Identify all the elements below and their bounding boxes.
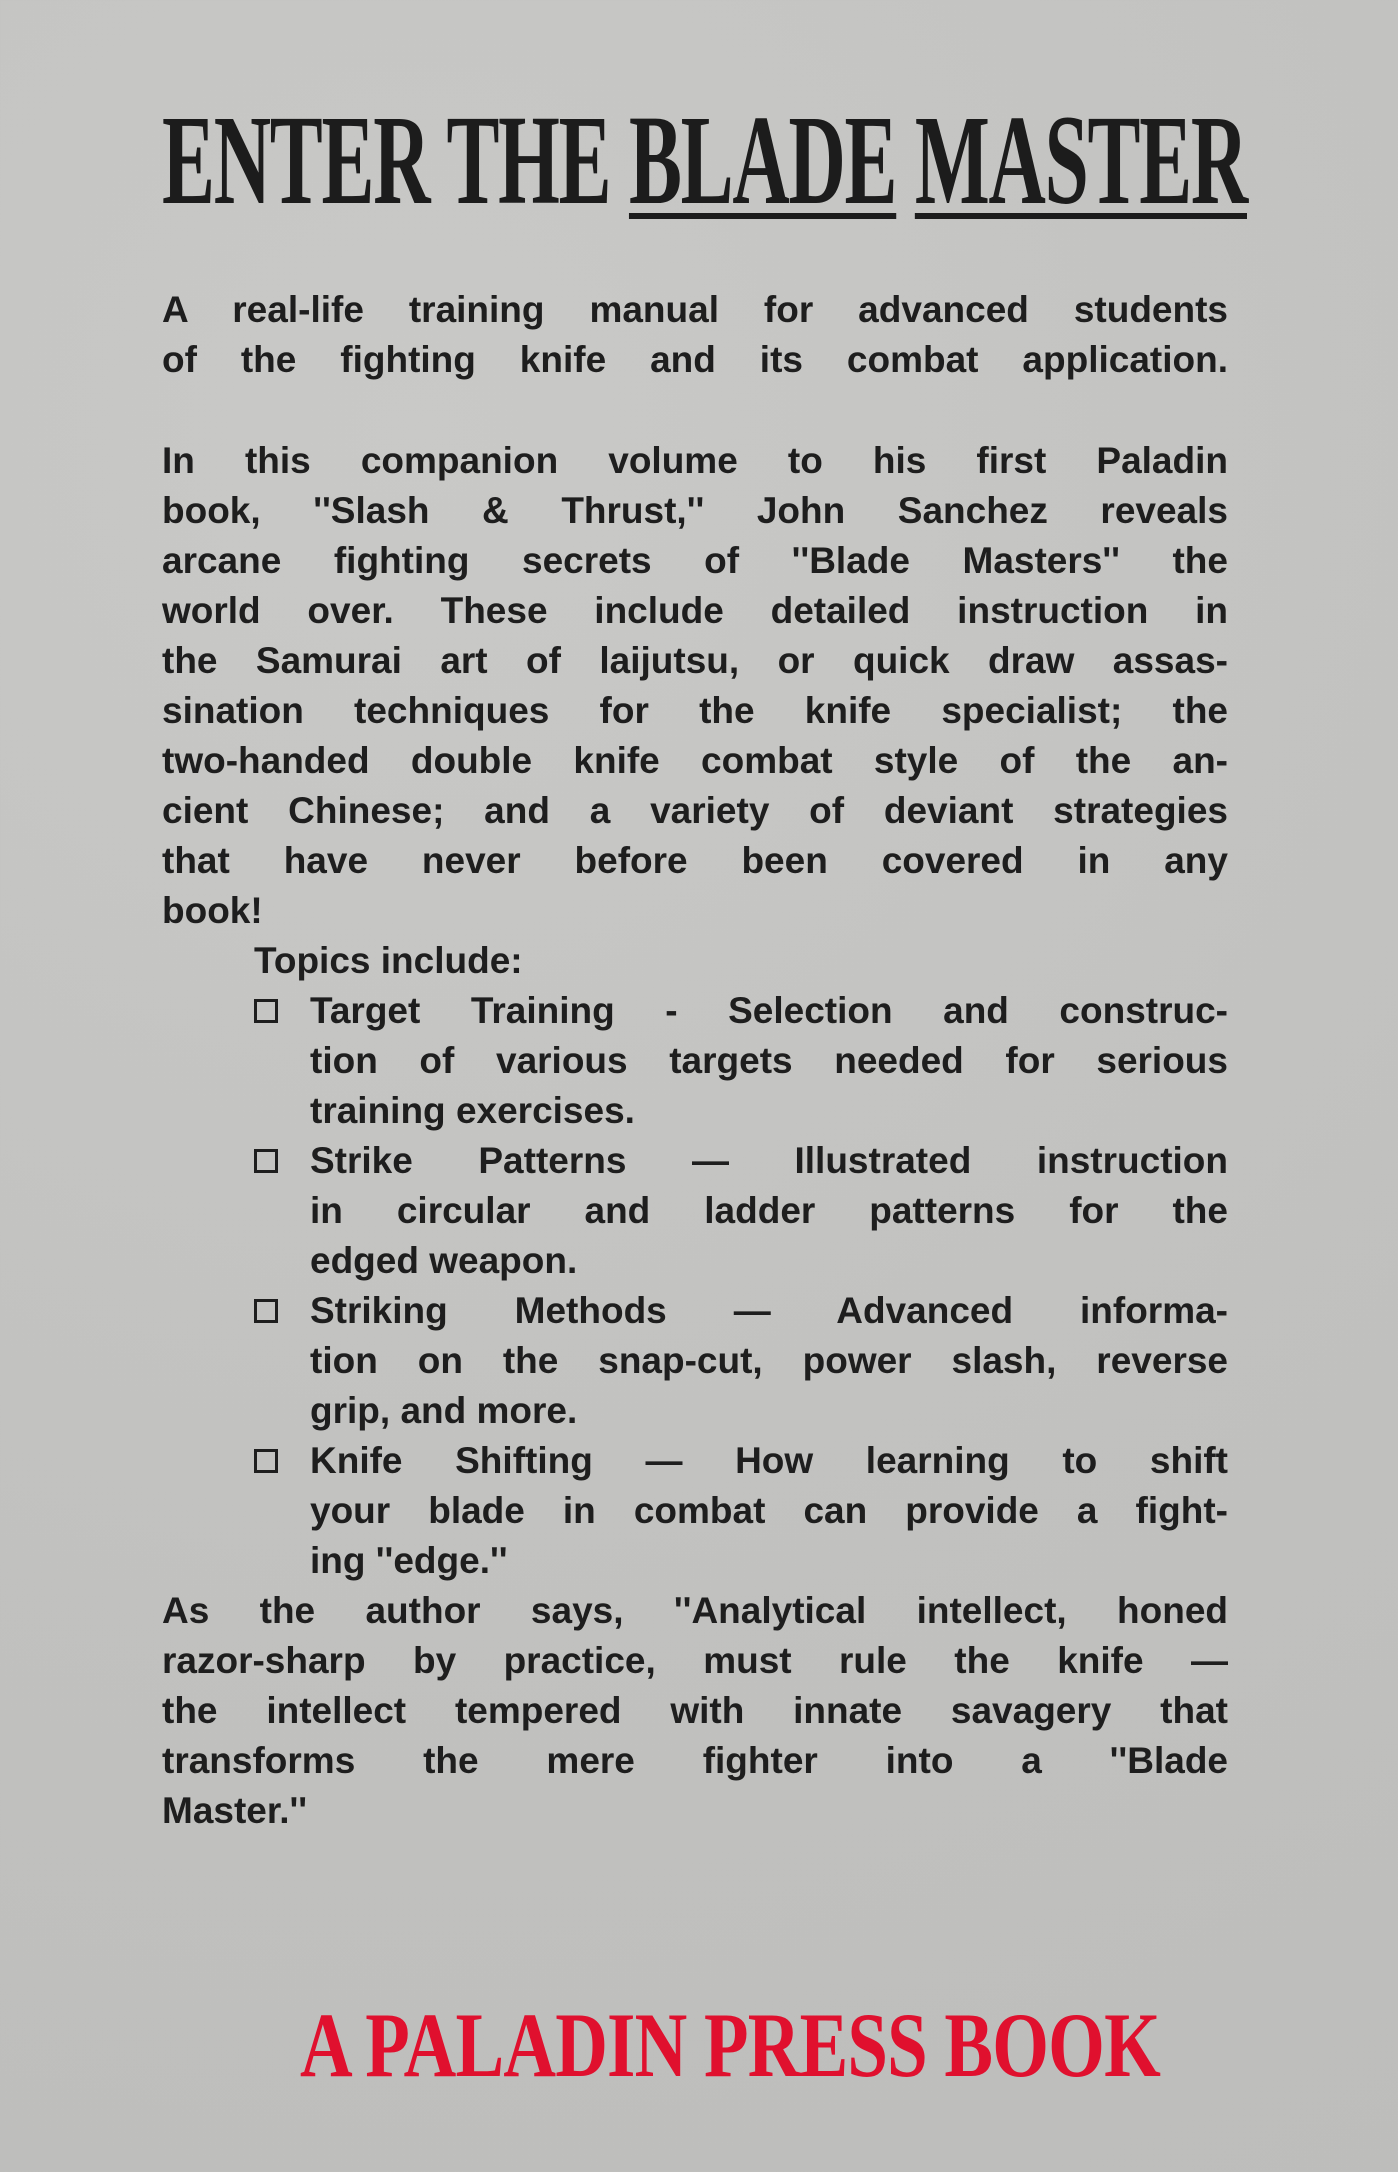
publisher-imprint-text: A PALADIN PRESS BOOK (300, 1994, 1160, 2096)
topic-item (162, 1436, 1228, 1586)
description-paragraph (162, 436, 1228, 936)
book-title (162, 89, 1247, 231)
text-line: edged weapon. (310, 1240, 578, 1281)
text-line: world over. These include detailed instruction in (162, 590, 1228, 631)
topics-list (162, 986, 1228, 1586)
text-line: book, ''Slash & Thrust,'' John Sanchez reveals (162, 490, 1228, 531)
text-line: tion of various targets needed for serious (310, 1040, 1228, 1081)
text-line: arcane fighting secrets of ''Blade Masters'' the (162, 540, 1228, 581)
text-line: transforms the mere fighter into a ''Blade (162, 1740, 1228, 1781)
title-blade: BLADE (628, 89, 897, 231)
text-line: As the author says, ''Analytical intellect, honed (162, 1590, 1228, 1631)
text-line: Striking Methods — Advanced informa- (310, 1290, 1228, 1331)
text-line: In this companion volume to his first Paladin (162, 440, 1228, 481)
text-line: ing ''edge.'' (310, 1540, 508, 1581)
topics-heading: Topics include: (254, 940, 523, 981)
text-line: training exercises. (310, 1090, 635, 1131)
text-line: Knife Shifting — How learning to shift (310, 1440, 1228, 1481)
topic-item (162, 1136, 1228, 1286)
topic-item (162, 986, 1228, 1136)
text-line: Master.'' (162, 1790, 308, 1831)
text-line: the intellect tempered with innate savagery that (162, 1690, 1228, 1731)
topic-item (162, 1286, 1228, 1436)
text-line: that have never before been covered in any (162, 840, 1228, 881)
text-line: two-handed double knife combat style of the an- (162, 740, 1228, 781)
intro-paragraph (162, 285, 1228, 385)
text-line: grip, and more. (310, 1390, 578, 1431)
checkbox-bullet-icon (254, 1299, 278, 1323)
text-line: A real-life training manual for advanced students (162, 289, 1228, 330)
text-line: the Samurai art of laijutsu, or quick draw assas- (162, 640, 1228, 681)
checkbox-bullet-icon (254, 999, 278, 1023)
text-line: your blade in combat can provide a fight- (310, 1490, 1228, 1531)
text-line: cient Chinese; and a variety of deviant strategies (162, 790, 1228, 831)
title-part: ENTER THE (162, 89, 629, 231)
text-line: of the fighting knife and its combat application. (162, 339, 1228, 380)
text-line: Strike Patterns — Illustrated instruction (310, 1140, 1228, 1181)
text-line: razor-sharp by practice, must rule the knife — (162, 1640, 1228, 1681)
text-line: sination techniques for the knife specialist; the (162, 690, 1228, 731)
checkbox-bullet-icon (254, 1149, 278, 1173)
checkbox-bullet-icon (254, 1449, 278, 1473)
text-line: tion on the snap-cut, power slash, reverse (310, 1340, 1228, 1381)
book-title-text (162, 89, 1247, 231)
text-line: book! (162, 890, 263, 931)
title-space (896, 89, 915, 231)
main-body (162, 436, 1228, 1836)
title-master: MASTER (914, 89, 1247, 231)
quote-paragraph (162, 1586, 1228, 1836)
text-line: in circular and ladder patterns for the (310, 1190, 1228, 1231)
publisher-imprint (300, 1994, 1160, 2096)
text-line: Target Training - Selection and construc- (310, 990, 1228, 1031)
